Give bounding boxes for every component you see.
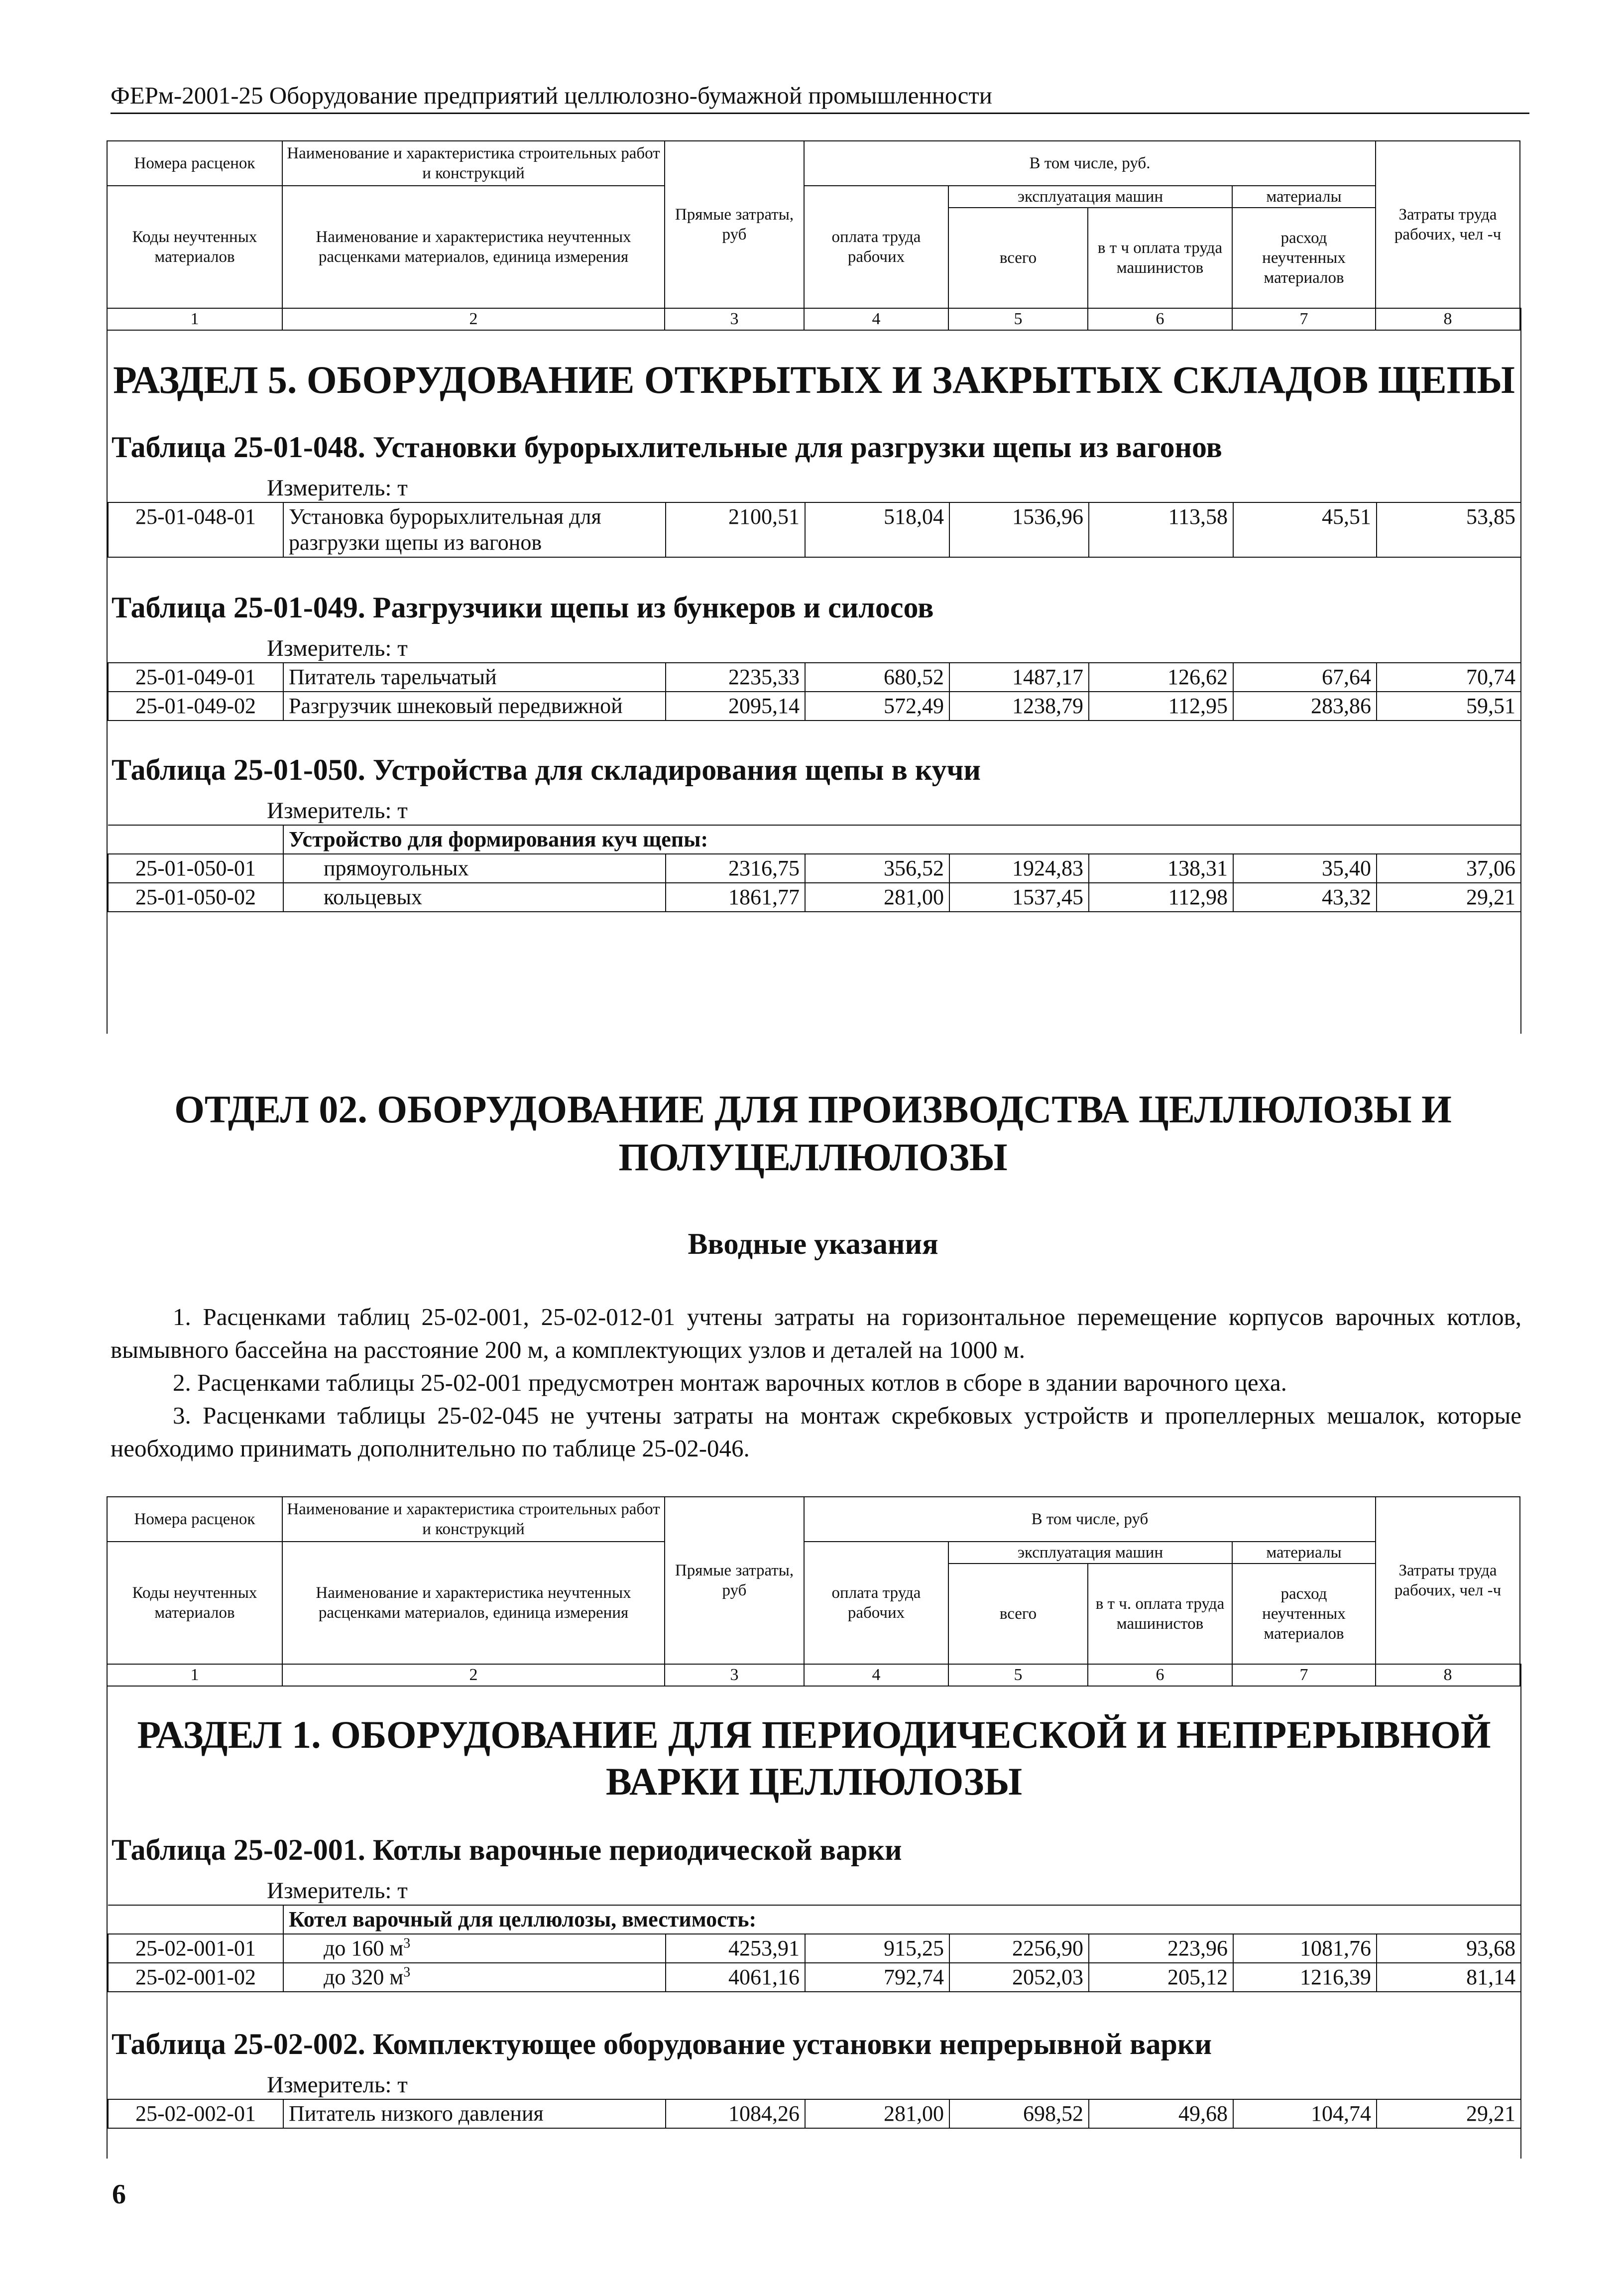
col1-top: Номера расценок	[107, 1497, 282, 1542]
running-header: ФЕРм-2001-25 Оборудование предприятий целлюлозно-бумажной промышленности	[111, 81, 1529, 114]
row-c6: 49,68	[1089, 2099, 1233, 2128]
row-c8: 59,51	[1377, 692, 1521, 721]
row-c5: 1487,17	[949, 663, 1089, 692]
index-2: 2	[282, 308, 665, 330]
row-c3: 1084,26	[666, 2099, 805, 2128]
table-row	[108, 502, 1521, 557]
column-header-table-1	[107, 140, 1519, 331]
table-row	[108, 883, 1521, 912]
otdel-02-title: ОТДЕЛ 02. ОБОРУДОВАНИЕ ДЛЯ ПРОИЗВОДСТВА ЦЕЛЛЮЛОЗЫ И ПОЛУЦЕЛЛЮЛОЗЫ	[174, 1087, 1452, 1179]
table-002	[108, 2099, 1521, 2129]
row-c7: 283,86	[1233, 692, 1377, 721]
row-c7: 35,40	[1233, 854, 1377, 883]
row-c6: 126,62	[1089, 663, 1233, 692]
row-c5: 2052,03	[949, 1963, 1089, 1992]
row-c8: 93,68	[1377, 1934, 1521, 1963]
row-c8: 81,14	[1377, 1963, 1521, 1992]
row-c5: 1238,79	[949, 692, 1089, 721]
page-number: 6	[112, 2179, 126, 2210]
index-6: 6	[1088, 308, 1232, 330]
section-1-frame	[107, 1664, 1521, 2159]
row-c3: 1861,77	[666, 883, 805, 912]
row-c7: 1081,76	[1233, 1934, 1377, 1963]
row-c7: 104,74	[1233, 2099, 1377, 2128]
table-049-title: Таблица 25-01-049. Разгрузчики щепы из бункеров и силосов	[112, 591, 934, 624]
row-name-superscript: 3	[403, 1935, 411, 1951]
table-002-title: Таблица 25-02-002. Комплектующее оборудование установки непрерывной варки	[112, 2028, 1212, 2060]
table-048-title: Таблица 25-01-048. Установки бурорыхлительные для разгрузки щепы из вагонов	[112, 431, 1222, 464]
table-001-subheading: Котел варочный для целлюлозы, вместимость:	[283, 1905, 1521, 1934]
row-name: до 320 м	[324, 1965, 404, 1989]
row-c7: 45,51	[1233, 502, 1377, 557]
row-c8: 70,74	[1377, 663, 1521, 692]
col2-top: Наименование и характеристика строительных работ и конструкций	[282, 141, 665, 186]
row-name: Разгрузчик шнековый передвижной	[283, 692, 666, 721]
row-c8: 29,21	[1377, 2099, 1521, 2128]
table-row	[108, 2099, 1521, 2128]
intro-paragraph-1: 1. Расценками таблиц 25-02-001, 25-02-012-01 учтены затраты на горизонтальное перемещение корпусов варочных котлов, вымывного бассейна на расстояние 200 м, а комплектующих узлов и деталей на 1000 м.	[111, 1303, 1521, 1363]
col6-header: в т ч оплата труда машинистов	[1088, 208, 1232, 308]
index-2: 2	[282, 1664, 665, 1686]
group-header: В том числе, руб	[804, 1497, 1376, 1542]
col4-header: оплата труда рабочих	[804, 1542, 948, 1664]
row-code: 25-01-050-02	[108, 883, 283, 912]
index-5: 5	[948, 1664, 1088, 1686]
section-5-title: РАЗДЕЛ 5. ОБОРУДОВАНИЕ ОТКРЫТЫХ И ЗАКРЫТЫХ СКЛАДОВ ЩЕПЫ	[113, 358, 1515, 401]
row-code: 25-01-050-01	[108, 854, 283, 883]
index-1: 1	[107, 308, 282, 330]
row-c7: 1216,39	[1233, 1963, 1377, 1992]
col2-bottom: Наименование и характеристика неучтенных расценками материалов, единица измерения	[282, 1542, 665, 1664]
machines-header: эксплуатация машин	[948, 186, 1232, 208]
row-c4: 792,74	[805, 1963, 949, 1992]
column-header-table-2	[107, 1496, 1519, 1687]
col8-header: Затраты труда рабочих, чел -ч	[1376, 141, 1520, 308]
col5-header: всего	[948, 1564, 1088, 1664]
table-row	[108, 692, 1521, 721]
row-name-cell	[283, 1963, 666, 1992]
row-c3: 4253,91	[666, 1934, 805, 1963]
index-8: 8	[1376, 1664, 1520, 1686]
row-code: 25-01-048-01	[108, 502, 283, 557]
row-c8: 53,85	[1377, 502, 1521, 557]
table-050-title: Таблица 25-01-050. Устройства для складирования щепы в кучи	[112, 753, 981, 786]
row-code: 25-01-049-02	[108, 692, 283, 721]
table-050-meter: Измеритель: т	[267, 798, 408, 824]
index-7: 7	[1232, 308, 1376, 330]
group-header: В том числе, руб.	[804, 141, 1376, 186]
col6-header: в т ч. оплата труда машинистов	[1088, 1564, 1232, 1664]
row-c5: 698,52	[949, 2099, 1089, 2128]
intro-heading: Вводные указания	[688, 1227, 938, 1260]
col1-bottom: Коды неучтенных материалов	[107, 186, 282, 308]
col2-top: Наименование и характеристика строительных работ и конструкций	[282, 1497, 665, 1542]
row-name: Установка бурорыхлительная для разгрузки щепы из вагонов	[283, 502, 666, 557]
col8-header: Затраты труда рабочих, чел -ч	[1376, 1497, 1520, 1664]
section-5-frame	[107, 308, 1521, 1034]
intro-paragraph-3: 3. Расценками таблицы 25-02-045 не учтены затраты на монтаж скребковых устройств и пропеллерных мешалок, которые необходимо принимать дополнительно по таблице 25-02-046.	[111, 1402, 1521, 1462]
row-c5: 1536,96	[949, 502, 1089, 557]
col1-top: Номера расценок	[107, 141, 282, 186]
row-c4: 680,52	[805, 663, 949, 692]
col3-header: Прямые затраты, руб	[665, 1497, 804, 1664]
col2-bottom: Наименование и характеристика неучтенных расценками материалов, единица измерения	[282, 186, 665, 308]
index-6: 6	[1088, 1664, 1232, 1686]
table-001	[108, 1905, 1521, 1992]
row-c3: 4061,16	[666, 1963, 805, 1992]
row-c6: 112,95	[1089, 692, 1233, 721]
row-c7: 43,32	[1233, 883, 1377, 912]
row-name-cell	[283, 1934, 666, 1963]
row-c6: 113,58	[1089, 502, 1233, 557]
table-049	[108, 662, 1521, 721]
row-c3: 2235,33	[666, 663, 805, 692]
table-001-meter: Измеритель: т	[267, 1878, 408, 1904]
table-row	[108, 1934, 1521, 1963]
row-c8: 29,21	[1377, 883, 1521, 912]
row-c4: 356,52	[805, 854, 949, 883]
row-c3: 2316,75	[666, 854, 805, 883]
intro-paragraph-2: 2. Расценками таблицы 25-02-001 предусмотрен монтаж варочных котлов в сборе в здании варочного цеха.	[173, 1369, 1287, 1396]
table-002-meter: Измеритель: т	[267, 2072, 408, 2098]
row-name: до 160 м	[324, 1936, 404, 1960]
section-1-title: РАЗДЕЛ 1. ОБОРУДОВАНИЕ ДЛЯ ПЕРИОДИЧЕСКОЙ И НЕПРЕРЫВНОЙ ВАРКИ ЦЕЛЛЮЛОЗЫ	[137, 1713, 1491, 1803]
table-row	[108, 663, 1521, 692]
col3-header: Прямые затраты, руб	[665, 141, 804, 308]
materials-header: материалы	[1232, 1542, 1376, 1564]
row-c4: 281,00	[805, 2099, 949, 2128]
row-code: 25-01-049-01	[108, 663, 283, 692]
index-3: 3	[665, 1664, 804, 1686]
row-c8: 37,06	[1377, 854, 1521, 883]
col4-header: оплата труда рабочих	[804, 186, 948, 308]
table-048-meter: Измеритель: т	[267, 475, 408, 501]
row-c6: 138,31	[1089, 854, 1233, 883]
row-name: кольцевых	[283, 883, 666, 912]
row-name: прямоугольных	[283, 854, 666, 883]
table-subheading-row	[108, 1905, 1521, 1934]
materials-header: материалы	[1232, 186, 1376, 208]
index-1: 1	[107, 1664, 282, 1686]
row-c5: 1537,45	[949, 883, 1089, 912]
table-048	[108, 502, 1521, 558]
col1-bottom: Коды неучтенных материалов	[107, 1542, 282, 1664]
row-c5: 2256,90	[949, 1934, 1089, 1963]
table-001-title: Таблица 25-02-001. Котлы варочные периодической варки	[112, 1833, 902, 1866]
col5-header: всего	[948, 208, 1088, 308]
table-050	[108, 825, 1521, 912]
table-050-subheading: Устройство для формирования куч щепы:	[283, 825, 1521, 854]
row-name: Питатель тарельчатый	[283, 663, 666, 692]
index-3: 3	[665, 308, 804, 330]
table-row	[108, 1963, 1521, 1992]
row-c4: 518,04	[805, 502, 949, 557]
row-c4: 915,25	[805, 1934, 949, 1963]
row-code: 25-02-002-01	[108, 2099, 283, 2128]
index-7: 7	[1232, 1664, 1376, 1686]
table-subheading-row	[108, 825, 1521, 854]
row-c6: 205,12	[1089, 1963, 1233, 1992]
row-c7: 67,64	[1233, 663, 1377, 692]
intro-text	[111, 1301, 1521, 1465]
row-c4: 572,49	[805, 692, 949, 721]
col7-header: расход неучтенных материалов	[1232, 208, 1376, 308]
index-4: 4	[804, 308, 948, 330]
row-name: Питатель низкого давления	[283, 2099, 666, 2128]
index-5: 5	[948, 308, 1088, 330]
row-code: 25-02-001-02	[108, 1963, 283, 1992]
row-code: 25-02-001-01	[108, 1934, 283, 1963]
row-c5: 1924,83	[949, 854, 1089, 883]
col7-header: расход неучтенных материалов	[1232, 1564, 1376, 1664]
row-c3: 2095,14	[666, 692, 805, 721]
machines-header: эксплуатация машин	[948, 1542, 1232, 1564]
table-row	[108, 854, 1521, 883]
index-8: 8	[1376, 308, 1520, 330]
row-c6: 112,98	[1089, 883, 1233, 912]
table-049-meter: Измеритель: т	[267, 635, 408, 661]
row-c4: 281,00	[805, 883, 949, 912]
index-4: 4	[804, 1664, 948, 1686]
row-name-superscript: 3	[403, 1964, 411, 1980]
row-c6: 223,96	[1089, 1934, 1233, 1963]
row-c3: 2100,51	[666, 502, 805, 557]
